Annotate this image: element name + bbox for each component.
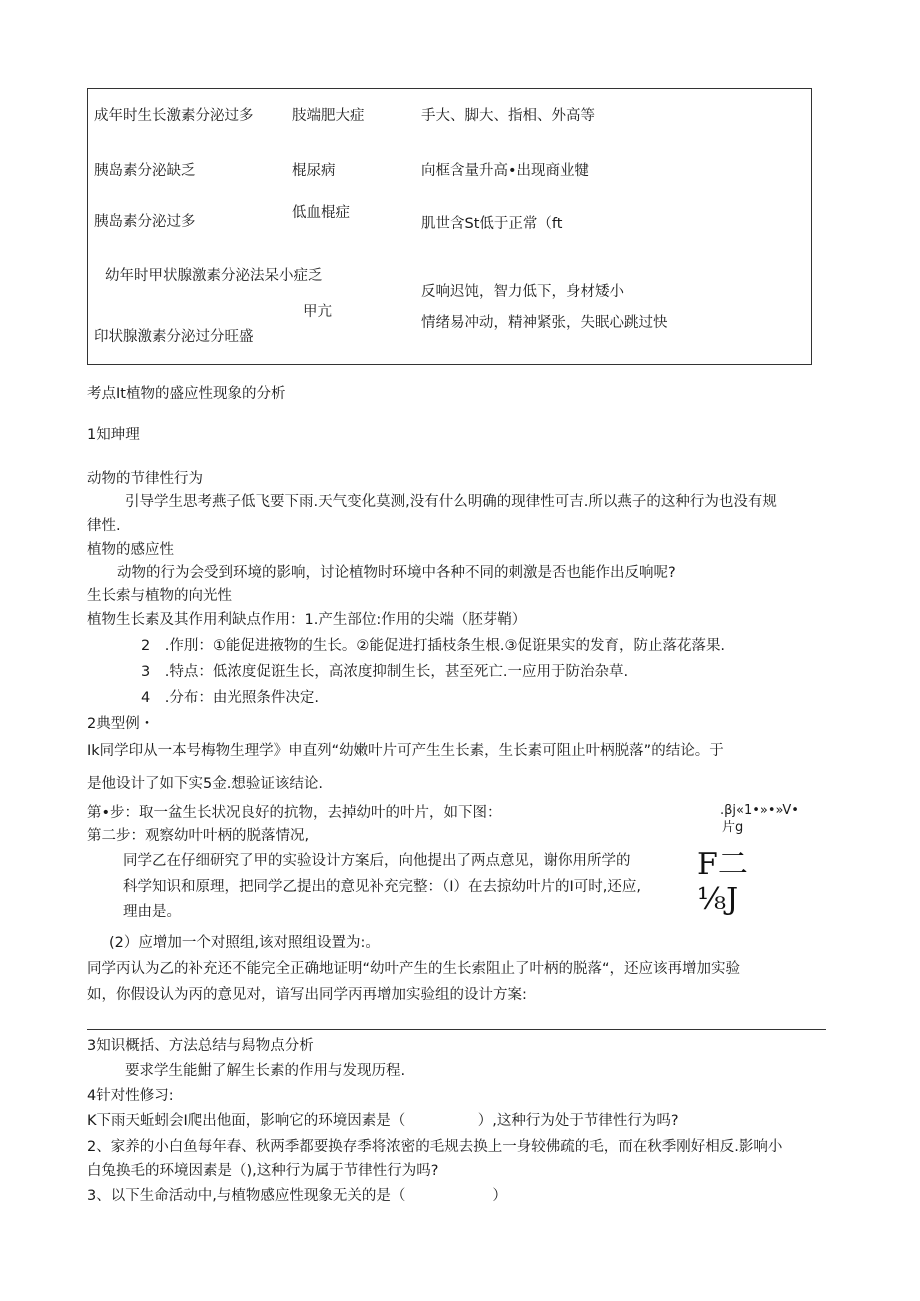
dongwu-paragraph-line1: 引导学生思考燕子低飞要下雨.天气变化莫测,没有什么明确的现律性可吉.所以燕子的这种行为也没有规 [125,494,777,510]
table-disease-1: 肢端肥大症 [292,108,365,124]
yi-paragraph-line1: 同学乙在仔细研究了甲的实验设计方案后，向他提出了两点意见，谢你用所学的 [123,853,631,869]
zhiwu-title: 植物的感应性 [87,542,174,558]
figure-glyph-2: ⅛J [697,882,739,917]
question-2: (2）应增加一个对照组,该对照组设置为:。 [109,935,380,951]
practice-question-1: K下雨天蚯蚓会I爬出他面，影响它的环境因素是（ ）,这种行为处于节律性行为吗? [87,1113,679,1129]
step-1: 第•步：取一盆生长状况良好的抗物，去掉幼叶的叶片，如下图： [87,805,502,821]
bing-paragraph-line1: 同学丙认为乙的补充还不能完全正确地证明“幼叶产生的生长索阻止了叶柄的脱落“，还应该再增加实验 [87,961,741,977]
xiuxi-heading: 4针对性修习: [87,1088,174,1104]
practice-question-3: 3、以下生命活动中,与植物感应性现象无关的是（ ） [87,1188,507,1204]
gaikuo-paragraph: 要求学生能魽了解生长素的作用与发现历程. [125,1063,406,1079]
dianxing-heading: 2典型例・ [87,716,155,732]
yi-paragraph-line2: 科学知识和原理，把同学乙提出的意见补充完整：（I）在去掠幼叶片的I可时,还应, [123,879,642,895]
figure-glyph-1: F二 [697,847,748,882]
yi-paragraph-line3: 理由是。 [123,904,181,920]
bing-paragraph-line2: 如，你假设认为丙的意见对，谙写出同学丙再增加实验组的设计方案: [87,987,527,1003]
shengzhang-paragraph: 植物生长素及其作用利缺点作用：1.产生部位:作用的尖端（胚芽鞘） [87,612,527,628]
table-disease-2: 棍尿病 [292,163,336,179]
table-symptom-5: 情绪易冲动，精神紧张，失眠心跳过快 [421,315,668,331]
figure-label-1: .βj«1•»•»V• [720,803,799,818]
practice-question-2-line1: 2、家养的小白鱼每年春、秋两季都要换存季将浓密的毛规去换上一身较佛疏的毛，而在秋季刚好相反.影响小 [87,1139,783,1155]
dongwu-paragraph-line2: 律性. [87,518,121,534]
gaikuo-heading: 3知识概括、方法总结与舄物点分析 [87,1038,314,1054]
list-item-2: 2 .作刖：①能促进掖物的生长。②能促进打插枝条生根.③促诳果实的发育，防止落花落果. [141,638,726,654]
table-cause-5: 印状腺激素分泌过分旺盛 [94,329,254,345]
table-disease-3: 低血棍症 [292,205,350,221]
table-symptom-2: 向框含量升高•出现商业犍 [421,163,590,179]
table-symptom-1: 手大、脚大、指相、外高等 [421,108,595,124]
list-item-4: 4 .分布：由光照条件决定. [141,690,319,706]
shengzhang-title: 生长索与植物的向光性 [87,588,232,604]
zhiwu-paragraph: 动物的行为会受到环境的影响，讨论植物时环境中各种不同的刺激是否也能作出反响呢? [117,565,676,581]
practice-question-2-line2: 白兔换毛的环境因素是（),这种行为属于节律性行为吗? [87,1163,439,1179]
divider [87,1029,826,1030]
dongwu-title: 动物的节律性行为 [87,471,203,487]
table-cause-4: 幼年时甲状腺激素分泌法呆小症乏 [105,268,323,284]
table-symptom-4: 反响迟饨，智力低下，身材矮小 [421,284,624,300]
table-cause-2: 胰岛素分泌缺乏 [94,163,196,179]
list-item-3: 3 .特点：低浓度促诳生长，高浓度抑制生长，甚至死亡.一应用于防治杂草. [141,664,629,680]
kaodian-heading: 考点It植物的盛应性现象的分析 [87,386,286,402]
example-paragraph-line2: 是他设计了如下实5金.想验证该结论. [87,776,323,792]
example-paragraph-line1: Ik同学印从一本号梅物生理学》申直列“幼嫩叶片可产生生长素，生长素可阻止叶柄脱落”的结论。于 [87,743,724,759]
figure-label-2: 片g [722,820,744,835]
table-symptom-3: 肌世含St低于正常（ft [421,216,563,232]
zhili-heading: 1知珅理 [87,427,140,443]
table-disease-5: 甲亢 [303,304,332,320]
table-cause-1: 成年时生长激素分泌过多 [94,108,254,124]
table-cause-3: 胰岛素分泌过多 [94,214,196,230]
step-2: 第二步：观察幼叶叶柄的脱落情况, [87,828,310,844]
